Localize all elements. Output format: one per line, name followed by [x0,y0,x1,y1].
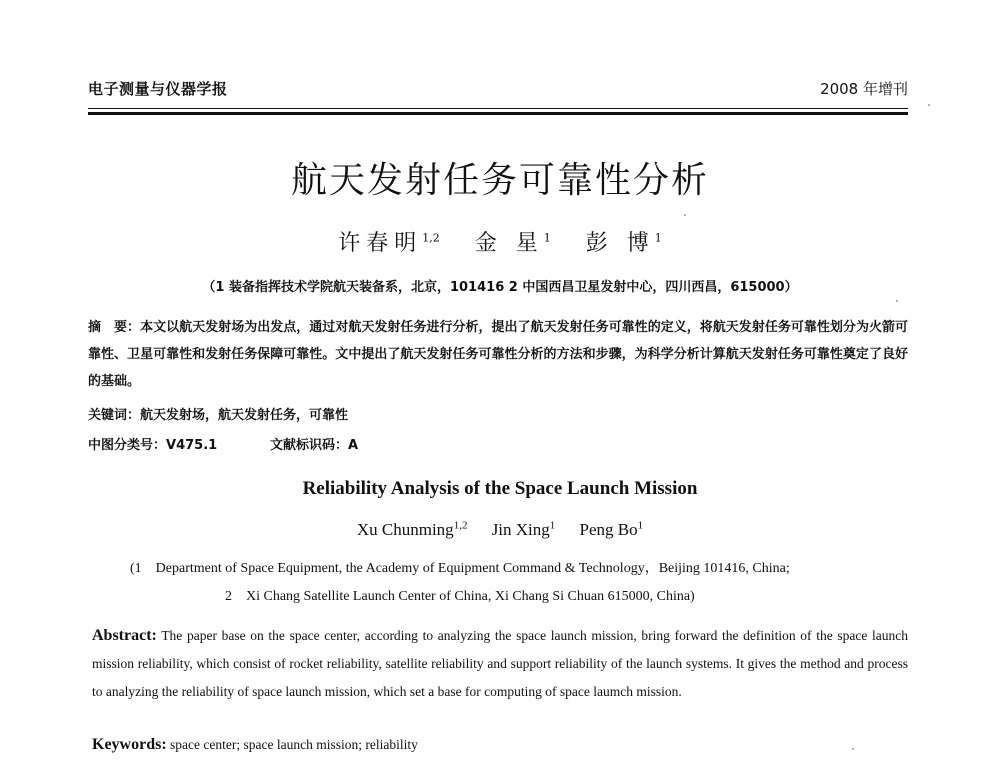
chinese-keywords-label: 关键词： [88,408,141,423]
document-code: 文献标识码：A [270,438,359,453]
chinese-keywords-text: 航天发射场，航天发射任务，可靠性 [140,408,349,423]
scan-speck [684,214,686,216]
english-author: Jin Xing$^1$ [491,519,556,539]
english-author: Peng Bo$^1$ [579,519,644,539]
chinese-author: 金 星$^1$ [474,231,551,256]
english-abstract-text: The paper base on the space center, according to analyzing the space launch mission, bring forward the definition of the space launch mission reliability, which consist of rocket reliability, satellite reliability and support reliability of the launch systems. It gives the method and process to analyzing the reliability of space launch mission, which set a base for computing of space laumch mission. [92,628,909,699]
header-rule-thick [88,112,908,115]
header-rule-thin [88,108,908,109]
english-keywords [92,736,908,754]
english-authors [0,519,1000,540]
chinese-authors [0,226,1000,257]
chinese-keywords [88,404,908,423]
classification-number: 中图分类号：V475.1 [88,438,218,453]
chinese-author: 许春明$^{1,2}$ [338,231,440,256]
english-abstract [92,622,908,706]
english-keywords-text: space center; space launch mission; reliability [170,737,418,752]
chinese-author: 彭 博$^1$ [585,231,662,256]
english-affiliation-1: (1 Department of Space Equipment, the Academy of Equipment Command & Technology，Beijing 101416, China; [130,561,790,576]
english-abstract-label: Abstract: [92,627,157,644]
chinese-abstract-text: 本文以航天发射场为出发点，通过对航天发射任务进行分析，提出了航天发射任务可靠性的定义，将航天发射任务可靠性划分为火箭可靠性、卫星可靠性和发射任务保障可靠性。文中提出了航天发射任务可靠性分析的方法和步骤，为科学分析计算航天发射任务可靠性奠定了良好的基础。 [88,320,908,389]
chinese-abstract-label: 摘 要： [88,320,141,335]
english-keywords-label: Keywords: [92,736,167,753]
issue-label: 2008 年增刊 [820,80,908,98]
scan-speck [852,748,854,750]
english-title: Reliability Analysis of the Space Launch Mission [302,478,698,499]
chinese-title: 航天发射任务可靠性分析 [290,160,709,201]
chinese-affiliation: （1 装备指挥技术学院航天装备系，北京，101416 2 中国西昌卫星发射中心，四川西昌，615000） [202,280,798,295]
journal-name: 电子测量与仪器学报 [88,80,228,98]
english-author: Xu Chunming$^{1,2}$ [356,519,468,539]
chinese-abstract [88,314,908,395]
english-affiliation-2: 2 Xi Chang Satellite Launch Center of China, Xi Chang Si Chuan 615000, China) [225,589,695,604]
scan-speck [928,104,930,106]
scan-speck [896,300,898,302]
running-header [88,78,908,100]
